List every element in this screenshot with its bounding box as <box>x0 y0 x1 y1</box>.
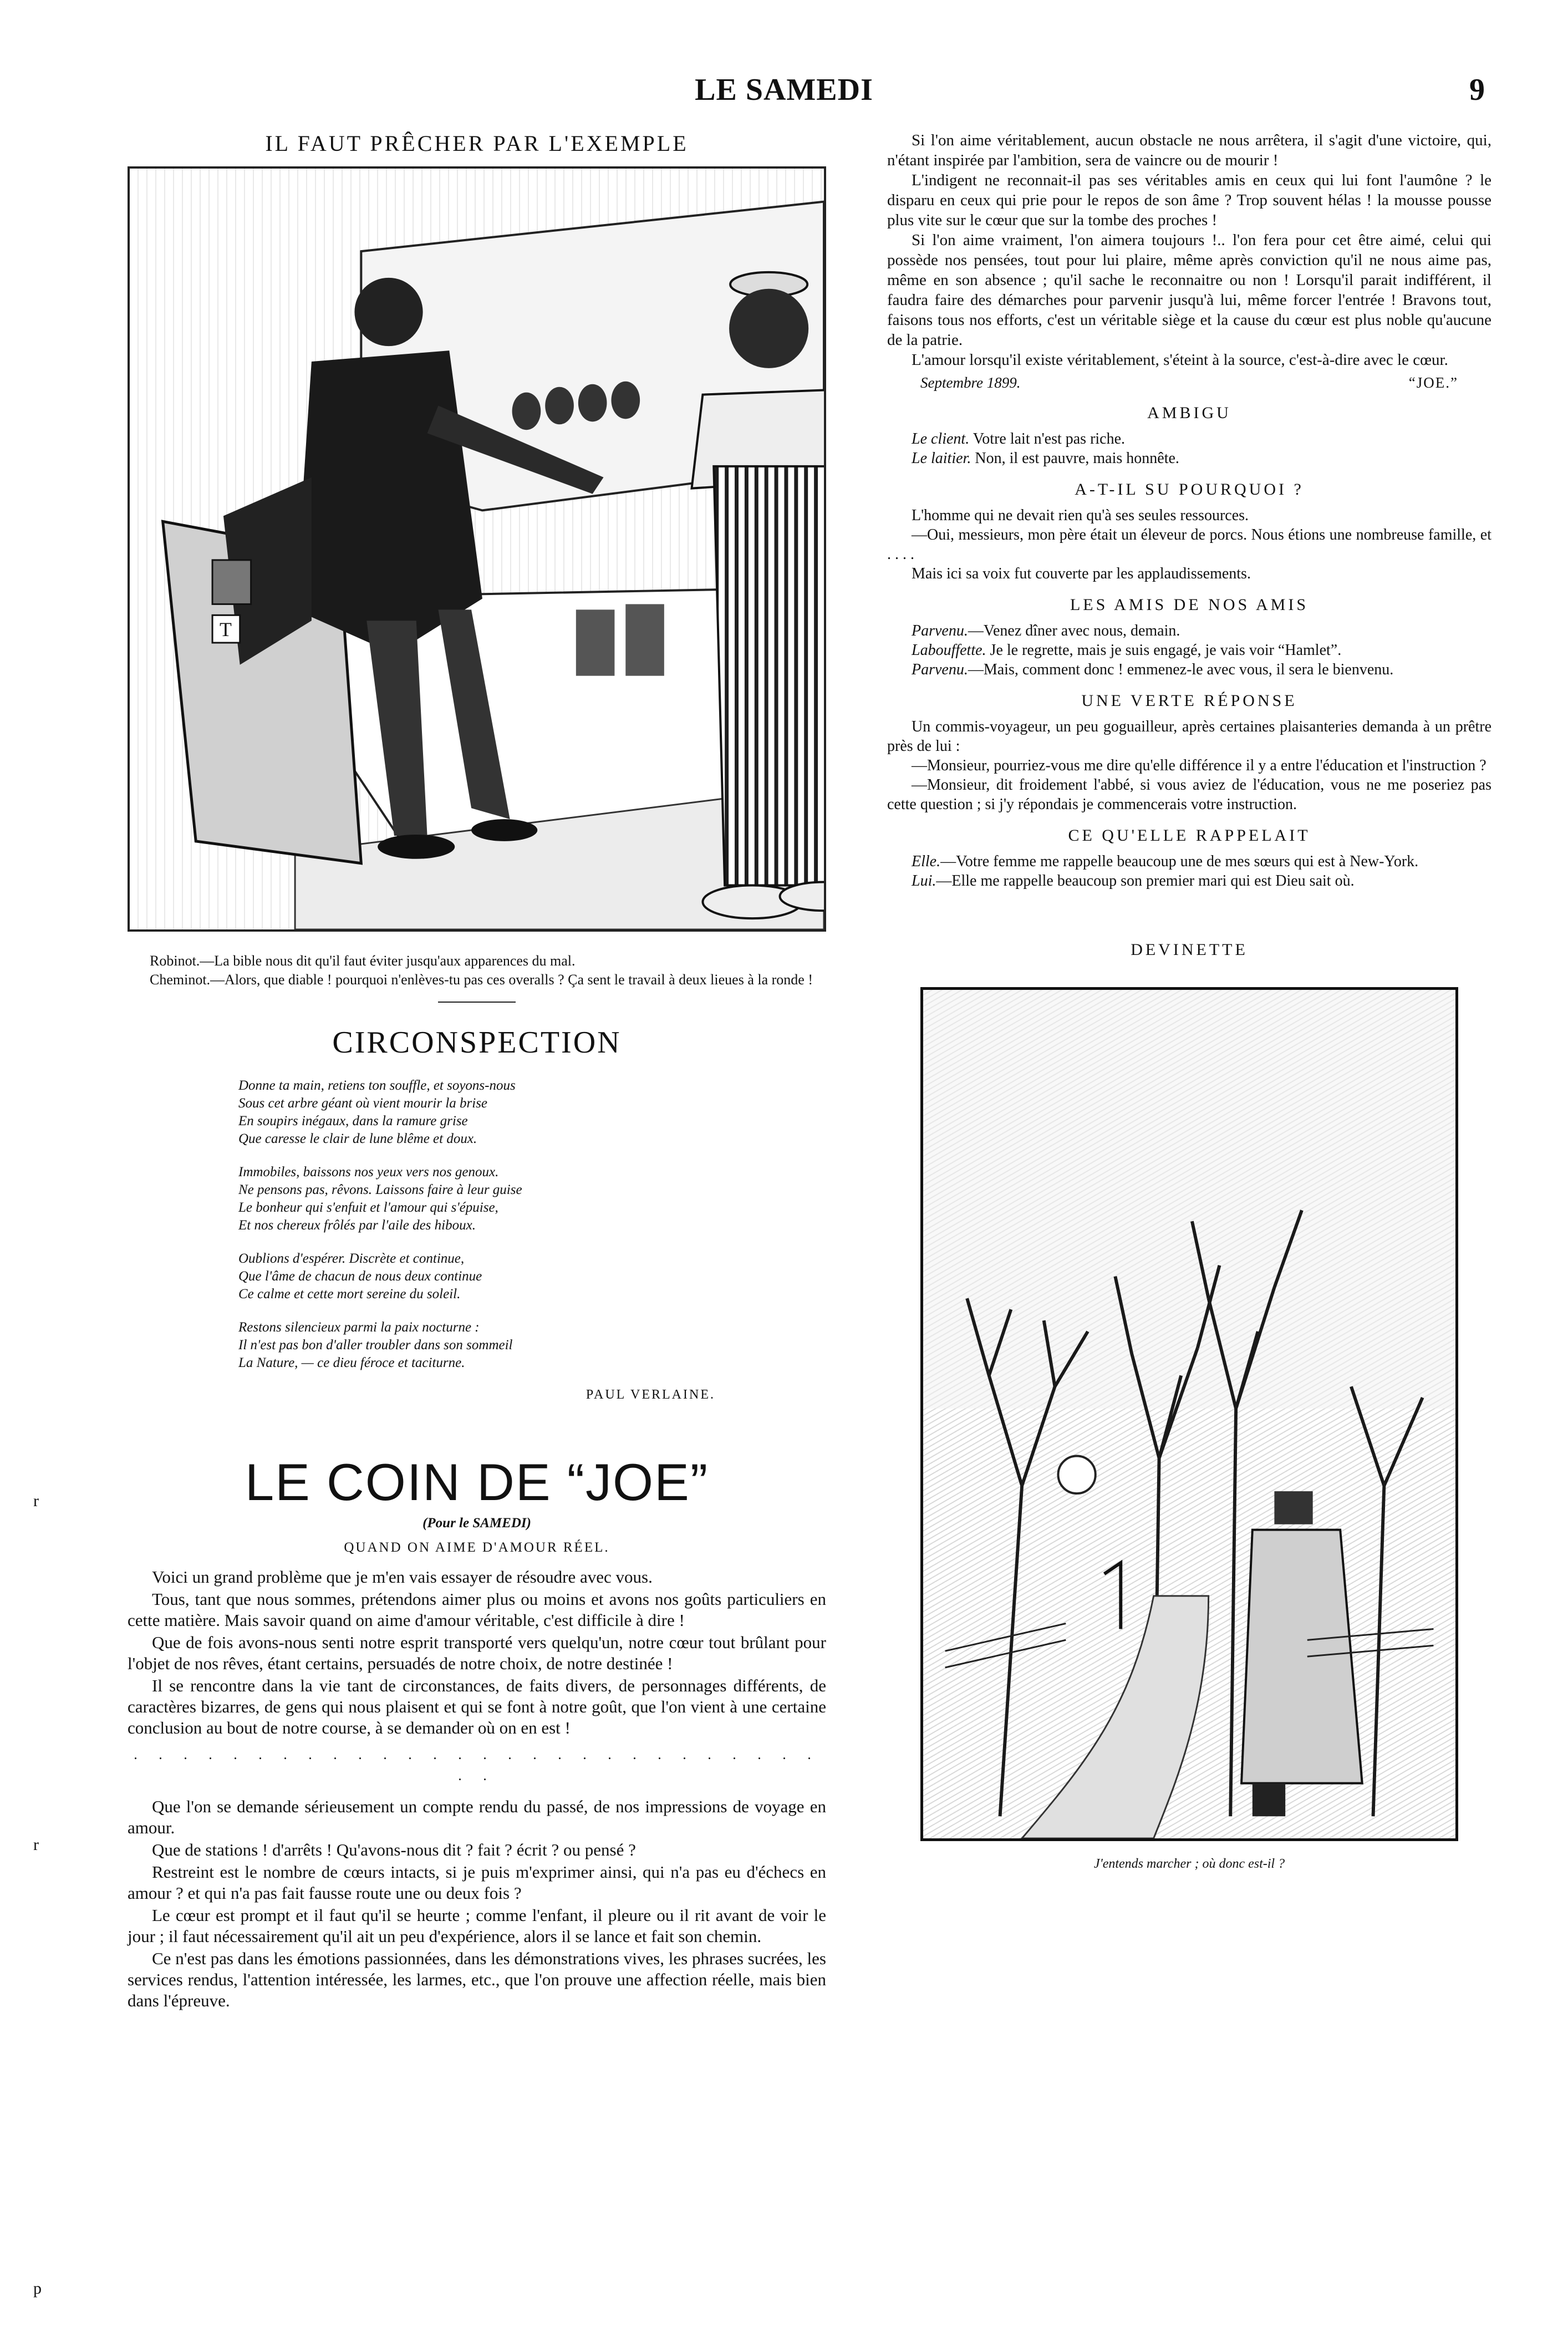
article-paragraph: Il se rencontre dans la vie tant de circonstances, de faits divers, de personnages différents, de caractères bizarres, de gens qui nous plaisent et qui se font à notre goût, que l'on vient à une certaine conclusion au bout de notre course, à se demander où on en est ! <box>128 1676 826 1737</box>
caption-line: Cheminot.—Alors, que diable ! pourquoi n'enlèves-tu pas ces overalls ? Ça sent le travail à deux lieues à la ronde ! <box>150 972 813 988</box>
speaker: Elle. <box>912 853 941 870</box>
right-column <box>887 130 1491 1872</box>
dialogue-line <box>887 449 1491 468</box>
poem-line: La Nature, — ce dieu féroce et taciturne. <box>238 1355 465 1370</box>
dialogue-line <box>887 621 1491 641</box>
running-head: LE SAMEDI <box>695 73 873 107</box>
poem-line: Le bonheur qui s'enfuit et l'amour qui s'épuise, <box>238 1200 498 1215</box>
article-paragraph: Ce n'est pas dans les émotions passionnées, dans les démonstrations vives, les phrases sucrées, les services rendus, l'attention intéressée, les larmes, etc., que l'on prouve une affection réelle, mais bien dans l'épreuve. <box>128 1949 826 2010</box>
anecdote-paragraph: Un commis-voyageur, un peu goguailleur, après certaines plaisanteries demanda à un prêtre près de lui : <box>887 718 1491 755</box>
poem-line: En soupirs inégaux, dans la ramure grise <box>238 1114 468 1129</box>
dialogue-text: —Votre femme me rappelle beaucoup une de mes sœurs qui est à New-York. <box>940 853 1419 870</box>
caption-line: Robinot.—La bible nous dit qu'il faut éviter jusqu'aux apparences du mal. <box>150 953 576 969</box>
speaker: Le laitier. <box>912 450 971 467</box>
divider <box>438 1002 516 1003</box>
article-date: Septembre 1899. <box>920 374 1021 391</box>
article-section-heading: QUAND ON AIME D'AMOUR RÉEL. <box>344 1540 610 1555</box>
article-paragraph: Si l'on aime vraiment, l'on aimera toujours !.. l'on fera pour cet être aimé, celui qui possède nos pensées, tout pour lui plaire, même après conviction qu'il ne nous aime pas, même en son absence ; qu'il sache le reconnaitre ou non ! Lorsqu'il parait indifférent, il faudra faire des démarches pour parvenir jusqu'à lui, même forcer l'entrée ! Bravons tout, faisons tous nos efforts, c'est un véritable siège et la cause du cœur est plus noble qu'aucune de la patrie. <box>887 231 1491 349</box>
cartoon-illustration <box>128 166 826 932</box>
puzzle-illustration <box>920 987 1458 1841</box>
speaker: Lui. <box>912 872 936 890</box>
poem-line: Sous cet arbre géant où vient mourir la brise <box>238 1096 488 1111</box>
poem-line: Ne pensons pas, rêvons. Laissons faire à leur guise <box>238 1182 522 1197</box>
poem-stanza <box>238 1077 715 1148</box>
poem-line: Que l'âme de chacun de nous deux continue <box>238 1269 482 1284</box>
anecdote-paragraph: —Monsieur, pourriez-vous me dire qu'elle différence il y a entre l'éducation et l'instruction ? <box>912 757 1486 774</box>
margin-mark: r <box>33 1492 39 1510</box>
article-signature-row <box>887 374 1491 392</box>
poem-line: Ce calme et cette mort sereine du soleil. <box>238 1287 461 1302</box>
dialogue-text: —Mais, comment donc ! emmenez-le avec vous, il sera le bienvenu. <box>968 661 1394 678</box>
speaker: Parvenu. <box>912 622 968 639</box>
left-column <box>128 130 826 2012</box>
article-paragraph: Voici un grand problème que je m'en vais essayer de résoudre avec vous. <box>152 1567 653 1587</box>
anecdote-paragraph: —Oui, messieurs, mon père était un éleveur de porcs. Nous étions une nombreuse famille, et . . . . <box>887 526 1491 563</box>
dialogue-text: Votre lait n'est pas riche. <box>969 430 1126 448</box>
svg-text:T: T <box>219 618 232 641</box>
article-paragraph: Que de stations ! d'arrêts ! Qu'avons-nous dit ? fait ? écrit ? ou pensé ? <box>152 1840 636 1859</box>
article-title: LE COIN DE “JOE” <box>245 1453 709 1511</box>
poem-line: Que caresse le clair de lune blême et doux. <box>238 1131 477 1146</box>
dialogue-line <box>887 660 1491 679</box>
article-paragraph: Tous, tant que nous sommes, prétendons aimer plus ou moins et avons nos goûts particuliers en cette matière. Mais savoir quand on aime d'amour véritable, c'est difficile à dire ! <box>128 1589 826 1630</box>
poem-stanza <box>238 1250 715 1303</box>
margin-mark: p <box>33 2279 42 2298</box>
dialogue-line <box>887 871 1491 891</box>
poem-line: Et nos chereux frôlés par l'aile des hiboux. <box>238 1218 476 1233</box>
poem <box>238 1077 715 1372</box>
poem-line: Immobiles, baissons nos yeux vers nos genoux. <box>238 1165 499 1180</box>
speaker: Parvenu. <box>912 661 968 678</box>
anecdote-paragraph: Mais ici sa voix fut couverte par les applaudissements. <box>912 565 1251 582</box>
section-title: LES AMIS DE NOS AMIS <box>1070 596 1309 614</box>
dialogue-text: Je le regrette, mais je suis engagé, je vais voir “Hamlet”. <box>986 642 1342 659</box>
poem-line: Restons silencieux parmi la paix nocturne : <box>238 1320 480 1335</box>
cartoon-caption <box>128 952 826 989</box>
poem-line: Donne ta main, retiens ton souffle, et soyons-nous <box>238 1078 516 1093</box>
article-continuation <box>887 130 1491 370</box>
dialogue-line <box>887 429 1491 449</box>
article-paragraph: Si l'on aime véritablement, aucun obstacle ne nous arrêtera, il s'agit d'une victoire, qui, n'étant inspirée par l'ambition, sera de vaincre ou de mourir ! <box>887 131 1491 169</box>
dialogue-line <box>887 641 1491 660</box>
dialogue-text: —Elle me rappelle beaucoup son premier mari qui est Dieu sait où. <box>936 872 1355 890</box>
poem-line: Oublions d'espérer. Discrète et continue, <box>238 1251 465 1266</box>
article-paragraph: Que de fois avons-nous senti notre esprit transporté vers quelqu'un, notre cœur tout brûlant pour l'objet de nos rêves, étant certains, persuadés de notre choix, de notre destinée ! <box>128 1633 826 1673</box>
dialogue-line <box>887 852 1491 871</box>
article-paragraph: L'indigent ne reconnait-il pas ses véritables amis en ceux qui lui font l'aumône ? le disparu en ceux qui prie pour le repos de son âme ? Trop souvent hélas ! la mousse pousse plus vite sur le cœur que sur la tombe des proches ! <box>887 171 1491 229</box>
poem-title: CIRCONSPECTION <box>332 1025 622 1060</box>
speaker: Le client. <box>912 430 970 448</box>
poem-stanza <box>238 1163 715 1234</box>
section-title: UNE VERTE RÉPONSE <box>1081 692 1297 710</box>
dialogue-text: —Venez dîner avec nous, demain. <box>968 622 1180 639</box>
puzzle-title: DEVINETTE <box>1131 941 1248 959</box>
page-number: 9 <box>1469 73 1485 107</box>
margin-mark: r <box>33 1836 39 1854</box>
section-title: AMBIGU <box>1147 404 1231 422</box>
article-paragraph: Que l'on se demande sérieusement un compte rendu du passé, de nos impressions de voyage en amour. <box>128 1797 826 1837</box>
article-subtitle: (Pour le SAMEDI) <box>422 1516 531 1531</box>
article-body <box>128 1567 826 2011</box>
section-title: CE QU'ELLE RAPPELAIT <box>1068 826 1311 845</box>
article-paragraph: L'amour lorsqu'il existe véritablement, s'éteint à la source, c'est-à-dire avec le cœur. <box>912 351 1448 369</box>
section-title: A-T-IL SU POURQUOI ? <box>1075 480 1304 499</box>
speaker: Labouffette. <box>912 642 986 659</box>
article-paragraph: Le cœur est prompt et il faut qu'il se heurte ; comme l'enfant, il pleure ou il rit avant de voir le jour ; il faut nécessairement qu'il ait un peu d'expérience, alors il se lance et fait son chemin. <box>128 1905 826 1946</box>
puzzle-caption: J'entends marcher ; où donc est-il ? <box>1093 1857 1285 1871</box>
anecdote-paragraph: L'homme qui ne devait rien qu'à ses seules ressources. <box>912 507 1249 524</box>
cartoon-title: IL FAUT PRÊCHER PAR L'EXEMPLE <box>265 131 689 156</box>
poem-stanza <box>238 1319 715 1372</box>
article-signature: “JOE.” <box>1408 374 1458 391</box>
article-paragraph: Restreint est le nombre de cœurs intacts, si je puis m'exprimer ainsi, qui n'a pas eu d'échecs en amour ? et qui n'a pas fait fausse route une ou deux fois ? <box>128 1862 826 1903</box>
anecdote-paragraph: —Monsieur, dit froidement l'abbé, si vous aviez de l'éducation, vous ne me poseriez pas cette question ; si j'y répondais je commencerais votre instruction. <box>887 776 1491 813</box>
section-break-dots: . . . . . . . . . . . . . . . . . . . . . . . . . . . . . . <box>134 1746 820 1783</box>
dialogue-text: Non, il est pauvre, mais honnête. <box>971 450 1179 467</box>
poem-author: PAUL VERLAINE. <box>586 1387 715 1402</box>
poem-line: Il n'est pas bon d'aller troubler dans son sommeil <box>238 1338 513 1353</box>
